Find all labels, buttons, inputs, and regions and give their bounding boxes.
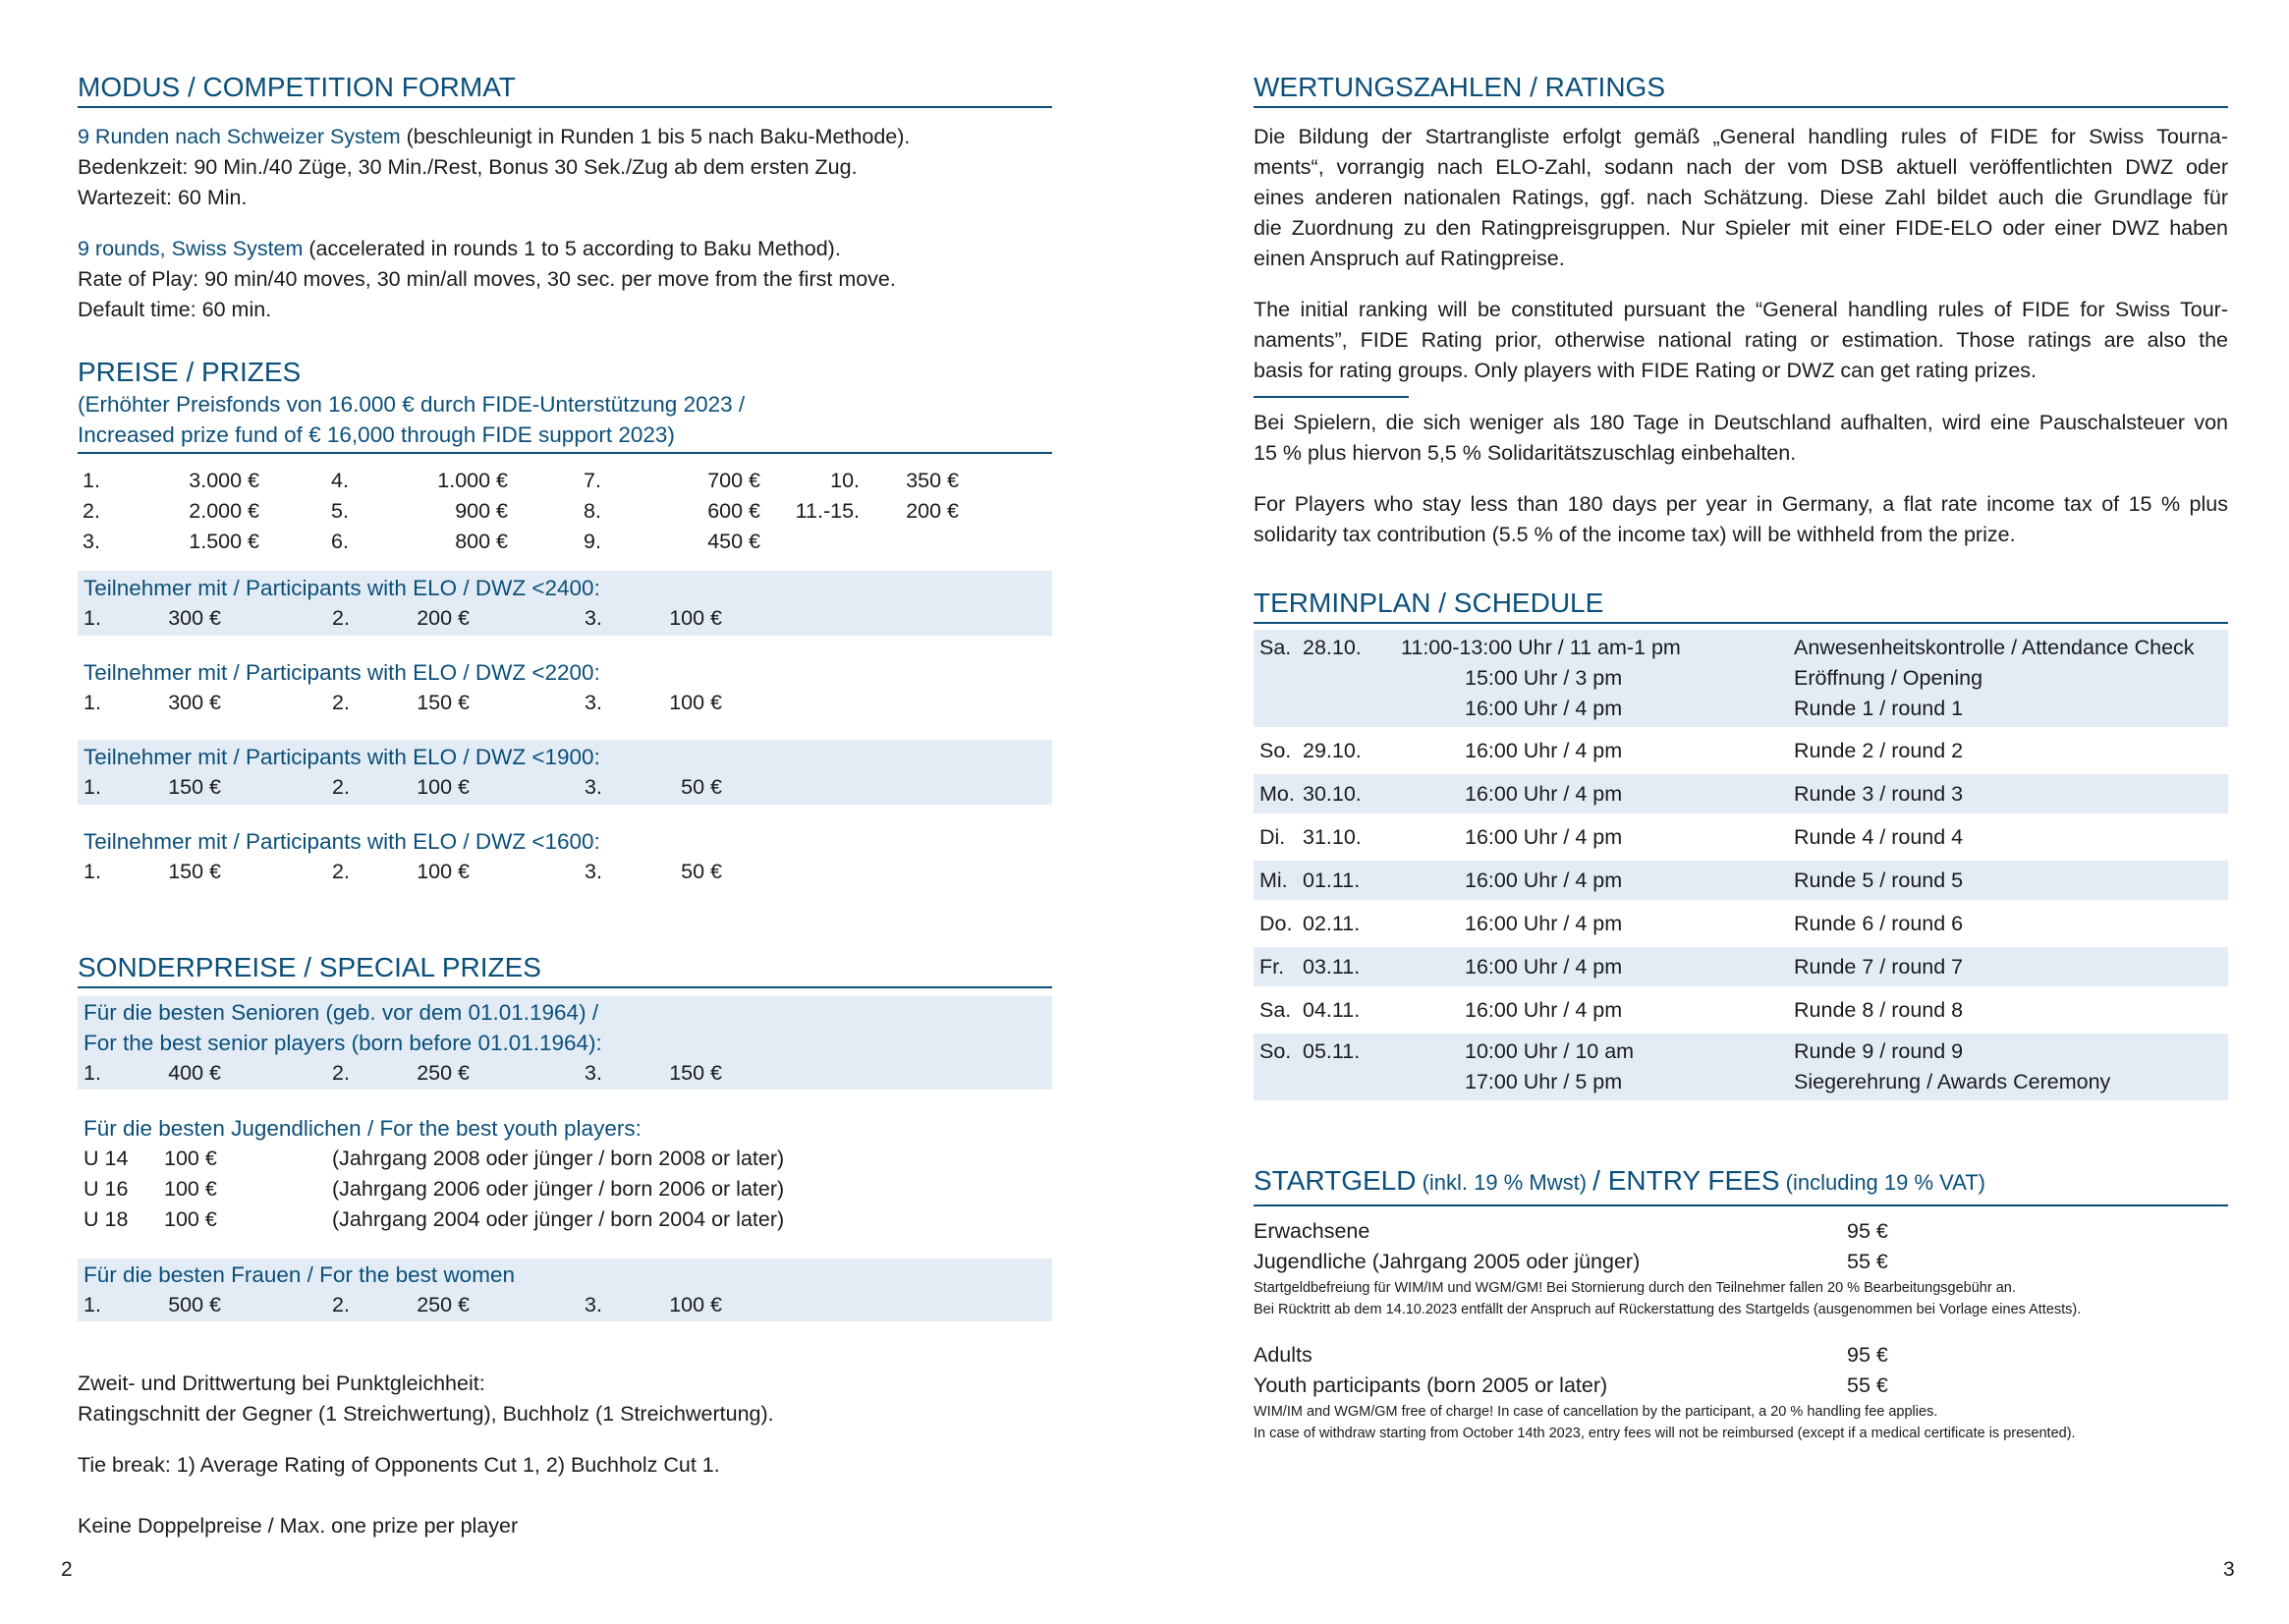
schedule-event: Runde 7 / round 7 [1794, 954, 1964, 979]
schedule-events [1739, 633, 2195, 724]
fees-de-list [1254, 1216, 2228, 1277]
prize-rank: 3. [585, 860, 602, 883]
ratings-en-3: basis for rating groups. Only players with FIDE Rating or DWZ can get rating prizes. [1254, 359, 2038, 382]
youth-prizes [84, 1144, 1052, 1235]
special-title: SONDERPREISE / SPECIAL PRIZES [78, 951, 1052, 988]
prize-rank: 5. [331, 499, 349, 523]
tax-en-1: For Players who stay less than 180 days per year in Germany, a flat rate income tax of 15 % plus [1254, 492, 2228, 516]
prize-amount: 3.000 € [189, 469, 259, 492]
fees-title-b: (inkl. 19 % Mwst) [1416, 1170, 1593, 1195]
schedule-day [1254, 1034, 2228, 1100]
prize-rank: 3. [83, 530, 100, 553]
schedule-date: 04.11. [1303, 997, 1361, 1022]
youth-row [84, 1144, 1052, 1174]
schedule-weekday: Mo. [1259, 781, 1295, 806]
prize-rank: 9. [584, 530, 601, 553]
prize-row [84, 688, 1052, 718]
youth-row [84, 1174, 1052, 1204]
youth-row [84, 1204, 1052, 1235]
prizes-sub2: Increased prize fund of € 16,000 through FIDE support 2023) [78, 422, 675, 447]
fees-en-note-1: WIM/IM and WGM/GM free of charge! In case of cancellation by the participant, a 20 % handling fee applies. [1254, 1404, 1938, 1420]
fees-section [1254, 1164, 2228, 1444]
tiebreak-section [78, 1369, 1052, 1541]
prize-amount: 100 € [669, 1293, 722, 1316]
prize-rank: 8. [584, 499, 601, 523]
prize-rank: 3. [585, 775, 602, 799]
fees-en-list [1254, 1340, 2228, 1401]
prize-amount: 50 € [681, 860, 722, 883]
schedule-weekday: So. [1259, 1039, 1292, 1063]
senior-group [78, 996, 1052, 1090]
schedule-time: 16:00 Uhr / 4 pm [1465, 911, 1623, 935]
fees-en-note-2: In case of withdraw starting from October 14th 2023, entry fees will not be reimbursed (except if a medical certificate is presented). [1254, 1426, 2076, 1441]
prize-amount: 700 € [707, 469, 760, 492]
youth-title: Für die besten Jugendlichen / For the best youth players: [84, 1116, 642, 1141]
schedule-day [1254, 630, 2228, 727]
prize-row [78, 466, 1052, 496]
rating-group-title: Teilnehmer mit / Participants with ELO / DWZ <1600: [84, 829, 600, 854]
schedule-date: 02.11. [1303, 911, 1361, 935]
prize-rank: 1. [84, 606, 101, 630]
prize-amount: 50 € [681, 775, 722, 799]
tax-de-1: Bei Spielern, die sich weniger als 180 Tage in Deutschland aufhalten, wird eine Pauschalsteuer von [1254, 411, 2228, 434]
prize-amount: 2.000 € [189, 499, 259, 523]
prize-amount: 150 € [669, 1061, 722, 1085]
special-section [78, 951, 1052, 1321]
senior-title-2: For the best senior players (born before 01.01.1964): [84, 1031, 602, 1055]
prize-rank: 3. [585, 1061, 602, 1085]
fee-label: Jugendliche (Jahrgang 2005 oder jünger) [1254, 1250, 1641, 1273]
fee-row [1254, 1340, 2228, 1371]
schedule-time: 16:00 Uhr / 4 pm [1465, 868, 1623, 892]
prize-amount: 100 € [417, 775, 470, 799]
prize-amount: 200 € [417, 606, 470, 630]
prize-amount: 1.000 € [437, 469, 508, 492]
main-prizes-table [78, 466, 1052, 557]
fee-amount: 55 € [1847, 1373, 1888, 1397]
schedule-times [1401, 1036, 1739, 1097]
ratings-de-2: ments“, vorrangig nach ELO-Zahl, sodann nach der vom DSB aktuell veröffentlichten DWZ oder [1254, 155, 2228, 179]
schedule-date: 28.10. [1303, 636, 1362, 659]
schedule-date: 29.10. [1303, 738, 1362, 762]
youth-category: U 14 [84, 1147, 129, 1170]
schedule-day [1254, 861, 2228, 900]
schedule-event: Runde 6 / round 6 [1794, 911, 1964, 935]
tiebreak-en: Tie break: 1) Average Rating of Opponents Cut 1, 2) Buchholz Cut 1. [78, 1453, 720, 1477]
fee-amount: 95 € [1847, 1219, 1888, 1243]
tiebreak-de-1: Zweit- und Drittwertung bei Punktgleichheit: [78, 1372, 485, 1395]
schedule-time: 11:00-13:00 Uhr / 11 am-1 pm [1401, 636, 1681, 659]
fee-amount: 55 € [1847, 1250, 1888, 1273]
schedule-event: Runde 8 / round 8 [1794, 997, 1964, 1022]
fees-title-a: STARTGELD [1254, 1165, 1417, 1196]
modus-de-line3: Wartezeit: 60 Min. [78, 186, 248, 209]
schedule-date: 31.10. [1303, 824, 1362, 849]
schedule-time: 16:00 Uhr / 4 pm [1465, 954, 1623, 979]
schedule-date: 03.11. [1303, 954, 1361, 979]
schedule-event: Runde 4 / round 4 [1794, 824, 1964, 849]
ratings-section [1254, 71, 2228, 550]
youth-amount: 100 € [164, 1207, 217, 1231]
schedule-event: Runde 9 / round 9 [1794, 1039, 1964, 1063]
prizes-title: PREISE / PRIZES [78, 357, 302, 387]
prize-amount: 900 € [455, 499, 508, 523]
prize-rank: 2. [83, 499, 100, 523]
fees-de-note-2: Bei Rücktritt ab dem 14.10.2023 entfällt der Anspruch auf Rückerstattung des Startgelds (ausgenommen bei Vorlage eines Attests). [1254, 1302, 2082, 1317]
prize-row [78, 496, 1052, 527]
schedule-section [1254, 587, 2228, 1100]
schedule-day [1254, 990, 2228, 1030]
fee-label: Erwachsene [1254, 1219, 1370, 1243]
schedule-event: Runde 5 / round 5 [1794, 868, 1964, 892]
schedule-weekday: Sa. [1259, 997, 1292, 1022]
prize-rank: 6. [331, 530, 349, 553]
prize-rank: 3. [585, 606, 602, 630]
fee-label: Youth participants (born 2005 or later) [1254, 1373, 1608, 1397]
page-number-left: 2 [61, 1558, 73, 1581]
prize-row [84, 772, 1052, 803]
fees-de-note-1: Startgeldbefreiung für WIM/IM und WGM/GM! Bei Stornierung durch den Teilnehmer fallen 20 % Bearbeitungsgebühr an. [1254, 1280, 2016, 1296]
modus-de-rest: (beschleunigt in Runden 1 bis 5 nach Baku-Methode). [400, 125, 911, 148]
prize-rank: 3. [585, 1293, 602, 1316]
prize-amount: 100 € [669, 691, 722, 714]
modus-en-rest: (accelerated in rounds 1 to 5 according to Baku Method). [303, 237, 841, 260]
prizes-section [78, 356, 1052, 889]
schedule-weekday: Di. [1259, 824, 1286, 849]
rating-groups [78, 571, 1052, 889]
schedule-weekday: Mi. [1259, 868, 1288, 892]
prize-amount: 150 € [168, 860, 221, 883]
prize-rank: 1. [84, 1061, 101, 1085]
schedule-time: 16:00 Uhr / 4 pm [1465, 738, 1623, 762]
youth-note: (Jahrgang 2004 oder jünger / born 2004 or later) [332, 1207, 785, 1231]
prize-amount: 150 € [417, 691, 470, 714]
schedule-title: TERMINPLAN / SCHEDULE [1254, 587, 2228, 624]
schedule-weekday: Fr. [1259, 954, 1285, 979]
no-double-prizes: Keine Doppelpreise / Max. one prize per player [78, 1514, 519, 1538]
rating-group [78, 655, 1052, 720]
schedule-day [1254, 774, 2228, 813]
schedule-event: Siegerehrung / Awards Ceremony [1794, 1070, 2111, 1093]
youth-category: U 16 [84, 1177, 129, 1201]
prize-amount: 350 € [906, 469, 959, 492]
prize-rank: 2. [332, 691, 350, 714]
prize-rank: 4. [331, 469, 349, 492]
schedule-time: 16:00 Uhr / 4 pm [1465, 781, 1623, 806]
fee-label: Adults [1254, 1343, 1312, 1367]
rating-group-title: Teilnehmer mit / Participants with ELO / DWZ <2400: [84, 576, 600, 600]
schedule-time: 16:00 Uhr / 4 pm [1465, 697, 1623, 720]
prize-rank: 11.-15. [795, 499, 860, 523]
rating-group [78, 824, 1052, 889]
rating-group-title: Teilnehmer mit / Participants with ELO / DWZ <2200: [84, 660, 600, 685]
youth-category: U 18 [84, 1207, 129, 1231]
ratings-en-1: The initial ranking will be constituted pursuant the “General handling rules of FIDE for Swiss Tour- [1254, 298, 2228, 321]
youth-group [78, 1113, 1052, 1235]
schedule-event: Runde 3 / round 3 [1794, 781, 1964, 806]
modus-de-line2: Bedenkzeit: 90 Min./40 Züge, 30 Min./Rest, Bonus 30 Sek./Zug ab dem ersten Zug. [78, 155, 858, 179]
rating-group [78, 740, 1052, 805]
modus-en-emph: 9 rounds, Swiss System [78, 237, 304, 260]
prize-rank: 1. [84, 691, 101, 714]
prize-rank: 1. [84, 775, 101, 799]
prize-row [84, 1290, 1052, 1320]
prize-amount: 450 € [707, 530, 760, 553]
fees-title-d: (including 19 % VAT) [1779, 1170, 1986, 1195]
women-group [78, 1259, 1052, 1321]
fees-title-c: / ENTRY FEES [1592, 1165, 1780, 1196]
schedule-time: 16:00 Uhr / 4 pm [1465, 997, 1623, 1022]
ratings-de-3: eines anderen nationalen Ratings, ggf. nach Schätzung. Diese Zahl bildet auch die Grundlage für [1254, 186, 2228, 209]
ratings-de-1: Die Bildung der Startrangliste erfolgt gemäß „General handling rules of FIDE for Swiss Tourna- [1254, 125, 2228, 148]
prize-amount: 800 € [455, 530, 508, 553]
prize-rank: 1. [83, 469, 100, 492]
schedule-time: 16:00 Uhr / 4 pm [1465, 824, 1623, 849]
prize-row [84, 603, 1052, 634]
prize-amount: 1.500 € [189, 530, 259, 553]
prize-amount: 250 € [417, 1061, 470, 1085]
schedule-date: 01.11. [1303, 868, 1361, 892]
youth-amount: 100 € [164, 1147, 217, 1170]
schedule-event: Anwesenheitskontrolle / Attendance Check [1794, 636, 2195, 659]
ratings-de-4: die Zuordnung zu den Ratingpreisgruppen. Nur Spieler mit einer FIDE-ELO oder einer DWZ haben [1254, 216, 2228, 240]
schedule-event: Runde 1 / round 1 [1794, 697, 1964, 720]
prize-row [84, 1058, 1052, 1089]
tax-en-2: solidarity tax contribution (5.5 % of the income tax) will be withheld from the prize. [1254, 523, 2016, 546]
prize-amount: 300 € [168, 606, 221, 630]
ratings-de-5: einen Anspruch auf Ratingpreise. [1254, 247, 1565, 270]
prize-rank: 3. [585, 691, 602, 714]
rating-group [78, 571, 1052, 636]
schedule-weekday: Do. [1259, 911, 1293, 935]
tax-de-2: 15 % plus hiervon 5,5 % Solidaritätszuschlag einbehalten. [1254, 441, 1797, 465]
prize-amount: 400 € [168, 1061, 221, 1085]
page-number-right: 3 [2223, 1558, 2235, 1581]
prize-rank: 2. [332, 606, 350, 630]
prize-amount: 600 € [707, 499, 760, 523]
fee-row [1254, 1247, 2228, 1277]
schedule-day [1254, 731, 2228, 770]
schedule-event: Eröffnung / Opening [1794, 666, 1983, 690]
modus-de-emph: 9 Runden nach Schweizer System [78, 125, 401, 148]
youth-note: (Jahrgang 2008 oder jünger / born 2008 or later) [332, 1147, 785, 1170]
prize-amount: 300 € [168, 691, 221, 714]
modus-en-line2: Rate of Play: 90 min/40 moves, 30 min/all moves, 30 sec. per move from the first move. [78, 267, 896, 291]
schedule-day [1254, 904, 2228, 943]
prize-amount: 100 € [417, 860, 470, 883]
ratings-en-2: naments”, FIDE Rating prior, otherwise national rating or estimation. Those ratings are also the [1254, 328, 2228, 352]
prize-row [78, 527, 1052, 557]
women-prizes [84, 1290, 1052, 1320]
prize-row [84, 857, 1052, 887]
prize-rank: 10. [830, 469, 860, 492]
short-divider [1254, 396, 1409, 398]
modus-section [78, 71, 1052, 325]
prize-amount: 200 € [906, 499, 959, 523]
ratings-title: WERTUNGSZAHLEN / RATINGS [1254, 71, 2228, 108]
prize-rank: 1. [84, 1293, 101, 1316]
schedule-time: 10:00 Uhr / 10 am [1465, 1039, 1635, 1063]
prize-rank: 2. [332, 1061, 350, 1085]
schedule-table [1254, 630, 2228, 1100]
rating-group-title: Teilnehmer mit / Participants with ELO / DWZ <1900: [84, 745, 600, 769]
prize-rank: 2. [332, 1293, 350, 1316]
prize-rank: 7. [584, 469, 601, 492]
schedule-date: 30.10. [1303, 781, 1362, 806]
schedule-day [1254, 947, 2228, 986]
senior-title-1: Für die besten Senioren (geb. vor dem 01.01.1964) / [84, 1000, 599, 1025]
schedule-weekday: Sa. [1259, 636, 1292, 659]
schedule-event: Runde 2 / round 2 [1794, 738, 1964, 762]
schedule-time: 15:00 Uhr / 3 pm [1465, 666, 1623, 690]
prize-rank: 2. [332, 860, 350, 883]
prize-rank: 1. [84, 860, 101, 883]
schedule-day [1254, 817, 2228, 857]
schedule-times [1401, 633, 1739, 724]
schedule-events [1739, 1036, 2110, 1097]
modus-en-line3: Default time: 60 min. [78, 298, 272, 321]
prize-amount: 150 € [168, 775, 221, 799]
tiebreak-de-2: Ratingschnitt der Gegner (1 Streichwertung), Buchholz (1 Streichwertung). [78, 1402, 774, 1426]
schedule-time: 17:00 Uhr / 5 pm [1465, 1070, 1623, 1093]
prize-amount: 250 € [417, 1293, 470, 1316]
fee-row [1254, 1216, 2228, 1247]
senior-prizes [84, 1058, 1052, 1089]
prize-amount: 100 € [669, 606, 722, 630]
schedule-weekday: So. [1259, 738, 1292, 762]
prize-rank: 2. [332, 775, 350, 799]
prizes-sub1: (Erhöhter Preisfonds von 16.000 € durch FIDE-Unterstützung 2023 / [78, 392, 746, 417]
modus-title: MODUS / COMPETITION FORMAT [78, 71, 1052, 108]
women-title: Für die besten Frauen / For the best women [84, 1262, 515, 1287]
fee-amount: 95 € [1847, 1343, 1888, 1367]
youth-note: (Jahrgang 2006 oder jünger / born 2006 or later) [332, 1177, 785, 1201]
prize-amount: 500 € [168, 1293, 221, 1316]
fee-row [1254, 1371, 2228, 1401]
youth-amount: 100 € [164, 1177, 217, 1201]
schedule-date: 05.11. [1303, 1039, 1361, 1063]
